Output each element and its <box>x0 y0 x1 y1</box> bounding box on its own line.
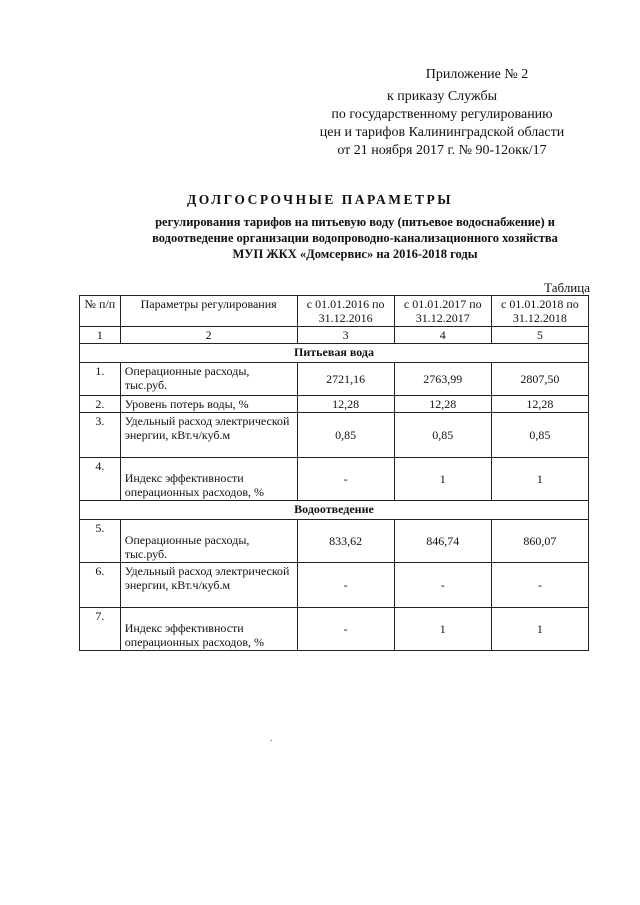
parameters-table <box>79 295 589 651</box>
row-number: 3. <box>80 413 121 458</box>
subtitle-line: водоотведение организации водопроводно-канализационного хозяйства <box>152 231 558 245</box>
column-number: 4 <box>394 327 491 344</box>
row-number: 5. <box>80 520 121 563</box>
row-parameter: Удельный расход электрической энергии, кВт.ч/куб.м <box>120 413 297 458</box>
row-number: 4. <box>80 458 121 501</box>
table-row <box>80 563 589 608</box>
row-value-2017: 1 <box>394 458 491 501</box>
row-value-2018: 12,28 <box>491 396 588 413</box>
row-parameter: Операционные расходы, тыс.руб. <box>120 520 297 563</box>
appendix-line: к приказу Службы <box>387 89 497 104</box>
table-row <box>80 413 589 458</box>
row-value-2018: - <box>491 563 588 608</box>
row-value-2017: 846,74 <box>394 520 491 563</box>
table-header-row <box>80 296 589 327</box>
appendix-line: от 21 ноября 2017 г. № 90-12окк/17 <box>337 143 547 158</box>
row-value-2016: - <box>297 458 394 501</box>
column-number: 5 <box>491 327 588 344</box>
row-value-2018: 0,85 <box>491 413 588 458</box>
section-title: Питьевая вода <box>80 344 589 363</box>
table-row <box>80 458 589 501</box>
row-parameter: Индекс эффективности операционных расходов, % <box>120 608 297 651</box>
subtitle-line: МУП ЖКХ «Домсервис» на 2016-2018 годы <box>232 247 478 261</box>
header-period-2018: с 01.01.2018 по 31.12.2018 <box>491 296 588 327</box>
row-value-2018: 860,07 <box>491 520 588 563</box>
row-value-2018: 2807,50 <box>491 363 588 396</box>
header-period-2017: с 01.01.2017 по 31.12.2017 <box>394 296 491 327</box>
column-number-row <box>80 327 589 344</box>
scan-speck <box>270 740 272 741</box>
row-value-2016: 0,85 <box>297 413 394 458</box>
appendix-block <box>292 66 592 160</box>
header-number: № п/п <box>80 296 121 327</box>
row-value-2017: 2763,99 <box>394 363 491 396</box>
row-value-2018: 1 <box>491 458 588 501</box>
document-subtitle <box>110 214 600 262</box>
subtitle-line: регулирования тарифов на питьевую воду (питьевое водоснабжение) и <box>155 215 555 229</box>
document-title: ДОЛГОСРОЧНЫЕ ПАРАМЕТРЫ <box>187 192 453 207</box>
row-value-2016: 833,62 <box>297 520 394 563</box>
table-row <box>80 608 589 651</box>
table-caption: Таблица <box>544 280 590 295</box>
table-row <box>80 520 589 563</box>
row-number: 1. <box>80 363 121 396</box>
row-number: 6. <box>80 563 121 608</box>
appendix-line: цен и тарифов Калининградской области <box>319 125 565 140</box>
row-value-2016: 12,28 <box>297 396 394 413</box>
header-parameters: Параметры регулирования <box>120 296 297 327</box>
section-row <box>80 344 589 363</box>
row-value-2018: 1 <box>491 608 588 651</box>
table-row <box>80 363 589 396</box>
row-value-2017: - <box>394 563 491 608</box>
column-number: 3 <box>297 327 394 344</box>
row-value-2016: - <box>297 608 394 651</box>
row-number: 7. <box>80 608 121 651</box>
appendix-line: по государственному регулированию <box>331 107 553 122</box>
table-row <box>80 396 589 413</box>
row-number: 2. <box>80 396 121 413</box>
column-number: 1 <box>80 327 121 344</box>
row-parameter: Операционные расходы, тыс.руб. <box>120 363 297 396</box>
row-value-2017: 1 <box>394 608 491 651</box>
row-parameter: Уровень потерь воды, % <box>120 396 297 413</box>
header-period-2016: с 01.01.2016 по 31.12.2016 <box>297 296 394 327</box>
row-value-2016: - <box>297 563 394 608</box>
row-value-2017: 12,28 <box>394 396 491 413</box>
row-parameter: Индекс эффективности операционных расходов, % <box>120 458 297 501</box>
section-title: Водоотведение <box>80 501 589 520</box>
row-value-2017: 0,85 <box>394 413 491 458</box>
appendix-number: Приложение № 2 <box>425 67 529 82</box>
row-parameter: Удельный расход электрической энергии, кВт.ч/куб.м <box>120 563 297 608</box>
column-number: 2 <box>120 327 297 344</box>
row-value-2016: 2721,16 <box>297 363 394 396</box>
section-row <box>80 501 589 520</box>
